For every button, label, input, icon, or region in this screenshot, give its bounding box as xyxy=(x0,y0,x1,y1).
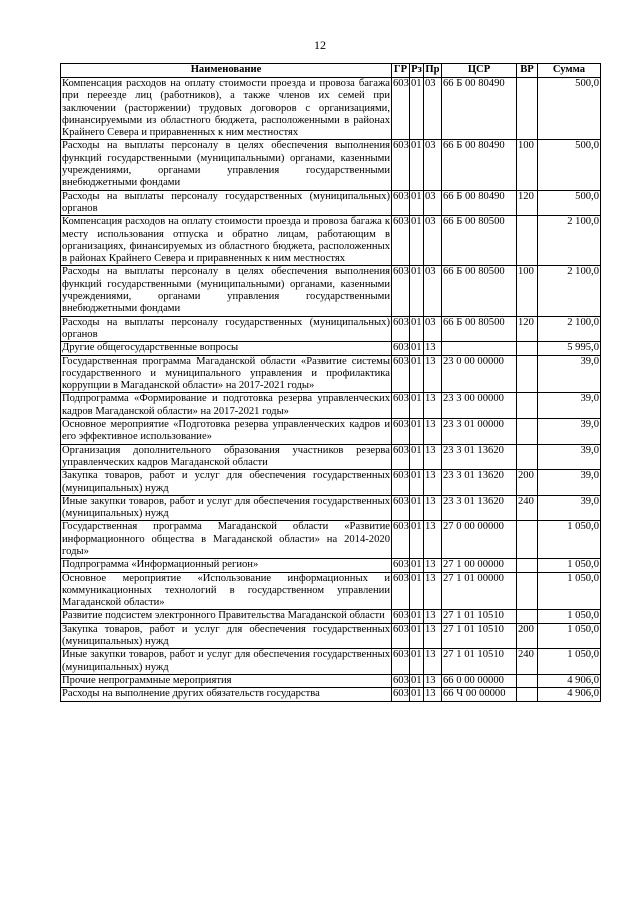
row-sum-cell: 1 050,0 xyxy=(538,572,601,610)
page-number: 12 xyxy=(314,38,326,52)
row-vr-cell: 200 xyxy=(517,470,538,496)
row-csr-cell: 23 0 00 00000 xyxy=(442,355,517,393)
table-row xyxy=(61,470,601,496)
row-rz-cell: 01 xyxy=(411,559,422,571)
row-rz-cell: 01 xyxy=(411,342,422,354)
row-pr-cell: 03 xyxy=(424,266,442,316)
table-body xyxy=(61,78,601,702)
row-gr-cell: 603 xyxy=(392,190,410,216)
row-csr-cell: 66 Ч 00 00000 xyxy=(442,688,517,701)
header-row xyxy=(61,64,601,78)
row-gr-cell: 603 xyxy=(393,674,409,686)
row-name-cell: Государственная программа Магаданской области «Развитие информационного общества в Магаданской области» на 2014-2020 годы» xyxy=(62,521,390,557)
row-pr-cell: 03 xyxy=(424,78,442,140)
row-pr-cell: 13 xyxy=(424,393,442,419)
row-gr-cell: 603 xyxy=(393,342,409,354)
row-name-cell: Закупка товаров, работ и услуг для обеспечения государственных (муниципальных) нужд xyxy=(62,623,390,648)
row-sum-cell: 39,0 xyxy=(538,419,601,445)
row-pr-cell: 13 xyxy=(424,649,442,675)
row-rz-cell: 01 xyxy=(410,521,424,559)
row-vr-cell: 120 xyxy=(517,190,538,216)
row-vr-cell xyxy=(517,521,538,559)
row-sum-cell: 500,0 xyxy=(538,190,601,216)
row-name-cell: Расходы на выплаты персоналу в целях обеспечения выполнения функций государственными (муниципальными) органами, казенными учреждениями, органами управления государственными внебюджетными фондами xyxy=(62,140,390,189)
row-sum-cell: 5 995,0 xyxy=(538,342,601,355)
table-row xyxy=(61,623,601,649)
row-pr-cell: 13 xyxy=(424,355,442,393)
row-pr-cell: 03 xyxy=(424,316,442,342)
row-vr-cell: 240 xyxy=(517,649,538,675)
row-name-cell: Компенсация расходов на оплату стоимости проезда и провоза багажа к месту использования отпуска и обратно лицам, работающим в организациях, финансируемых из областного бюджета, расположенных в районах Крайнего Севера и приравненных к ним местностях xyxy=(62,216,390,265)
row-gr-cell: 603 xyxy=(392,623,410,649)
row-rz-cell: 01 xyxy=(411,674,422,686)
row-csr-cell: 27 1 00 00000 xyxy=(442,559,517,572)
row-sum-cell: 39,0 xyxy=(538,470,601,496)
row-sum-cell: 39,0 xyxy=(538,355,601,393)
row-pr-cell: 13 xyxy=(424,572,442,610)
table-row xyxy=(61,342,601,355)
row-rz-cell: 01 xyxy=(410,623,424,649)
row-sum-cell: 39,0 xyxy=(538,495,601,521)
row-sum-cell: 39,0 xyxy=(538,393,601,419)
row-gr-cell: 603 xyxy=(392,78,410,140)
row-sum-cell: 4 906,0 xyxy=(538,688,601,701)
row-name-cell: Расходы на выплаты персоналу государственных (муниципальных) органов xyxy=(62,190,390,214)
row-name-cell: Закупка товаров, работ и услуг для обеспечения государственных (муниципальных) нужд xyxy=(62,470,390,494)
header-csr: ЦСР xyxy=(442,64,517,78)
row-pr-cell: 13 xyxy=(424,688,442,701)
table-row xyxy=(61,355,601,393)
row-vr-cell xyxy=(517,355,538,393)
row-pr-cell: 03 xyxy=(424,140,442,190)
row-rz-cell: 01 xyxy=(410,649,424,675)
row-sum-cell: 2 100,0 xyxy=(538,316,601,342)
header-rz: Рз xyxy=(410,64,424,78)
row-name-cell: Подпрограмма «Информационный регион» xyxy=(61,559,392,572)
row-sum-cell: 1 050,0 xyxy=(538,559,601,572)
row-rz-cell: 01 xyxy=(410,495,424,521)
row-rz-cell: 01 xyxy=(410,572,424,610)
row-sum-cell: 4 906,0 xyxy=(538,674,601,687)
row-name-cell: Другие общегосударственные вопросы xyxy=(61,342,392,355)
row-name-cell: Основное мероприятие «Подготовка резерва управленческих кадров и его эффективное использование» xyxy=(62,419,390,443)
row-gr-cell: 603 xyxy=(393,610,409,622)
row-vr-cell: 200 xyxy=(517,623,538,649)
row-name-cell: Иные закупки товаров, работ и услуг для обеспечения государственных (муниципальных) нужд xyxy=(62,495,390,520)
row-name-cell: Расходы на выполнение других обязательств государства xyxy=(61,688,392,701)
row-rz-cell: 01 xyxy=(410,355,424,393)
row-gr-cell: 603 xyxy=(392,419,410,445)
table-row xyxy=(61,216,601,266)
row-vr-cell: 100 xyxy=(517,266,538,316)
row-sum-cell: 1 050,0 xyxy=(538,610,601,623)
row-vr-cell xyxy=(517,559,538,572)
row-vr-cell xyxy=(517,610,538,623)
row-vr-cell xyxy=(517,342,538,355)
row-vr-cell xyxy=(517,393,538,419)
row-csr-cell: 27 1 01 10510 xyxy=(442,623,517,649)
row-vr-cell xyxy=(517,216,538,266)
row-csr-cell: 23 3 01 13620 xyxy=(442,444,517,470)
table-row xyxy=(61,419,601,445)
row-rz-cell: 01 xyxy=(410,419,424,445)
header-pr: Пр xyxy=(424,64,442,78)
row-csr-cell: 23 3 00 00000 xyxy=(442,393,517,419)
table-row xyxy=(61,610,601,623)
table-row xyxy=(61,444,601,470)
row-rz-cell: 01 xyxy=(410,393,424,419)
row-name-cell: Подпрограмма «Формирование и подготовка резерва управленческих кадров Магаданской области» на 2017-2021 годы» xyxy=(62,393,390,417)
row-gr-cell: 603 xyxy=(392,495,410,521)
row-name-cell: Государственная программа Магаданской области «Развитие системы государственного и муниципального управления и профилактика коррупции в Магаданской области» на 2017-2021 годы» xyxy=(62,355,390,392)
row-gr-cell: 603 xyxy=(392,393,410,419)
row-vr-cell: 100 xyxy=(517,140,538,190)
row-rz-cell: 01 xyxy=(410,78,424,140)
row-csr-cell: 23 3 01 13620 xyxy=(442,470,517,496)
table-row xyxy=(61,393,601,419)
row-rz-cell: 01 xyxy=(410,444,424,470)
row-name-cell: Прочие непрограммные мероприятия xyxy=(61,674,392,687)
row-gr-cell: 603 xyxy=(392,649,410,675)
table-row xyxy=(61,559,601,572)
row-rz-cell: 01 xyxy=(411,610,422,622)
row-rz-cell: 01 xyxy=(411,688,422,700)
row-name-cell: Компенсация расходов на оплату стоимости проезда и провоза багажа при переезде лиц (работников), а также членов их семей при заключении (расторжении) трудовых договоров с организациями, финансируемыми из областного бюджета, расположенными в районах Крайнего Севера и приравненных к ним местностях xyxy=(62,78,390,139)
table-row xyxy=(61,674,601,687)
row-vr-cell: 240 xyxy=(517,495,538,521)
row-pr-cell: 03 xyxy=(424,190,442,216)
row-name-cell: Развитие подсистем электронного Правительства Магаданской области xyxy=(61,610,392,623)
row-gr-cell: 603 xyxy=(392,316,410,342)
row-rz-cell: 01 xyxy=(410,470,424,496)
header-vr: ВР xyxy=(517,64,538,78)
row-vr-cell xyxy=(517,674,538,687)
row-csr-cell: 27 1 01 00000 xyxy=(442,572,517,610)
row-pr-cell: 13 xyxy=(424,521,442,559)
table-row xyxy=(61,521,601,559)
header-name: Наименование xyxy=(61,64,392,78)
row-vr-cell xyxy=(517,688,538,701)
row-pr-cell: 13 xyxy=(424,674,442,687)
row-rz-cell: 01 xyxy=(410,266,424,316)
row-pr-cell: 13 xyxy=(424,470,442,496)
row-gr-cell: 603 xyxy=(392,266,410,316)
row-csr-cell: 66 Б 00 80500 xyxy=(442,316,517,342)
row-csr-cell: 66 Б 00 80500 xyxy=(442,216,517,266)
table-row xyxy=(61,572,601,610)
row-pr-cell: 13 xyxy=(424,342,442,355)
row-gr-cell: 603 xyxy=(392,572,410,610)
row-pr-cell: 13 xyxy=(424,559,442,572)
budget-table xyxy=(60,63,601,702)
row-csr-cell: 23 3 01 13620 xyxy=(442,495,517,521)
row-gr-cell: 603 xyxy=(392,470,410,496)
row-sum-cell: 2 100,0 xyxy=(538,216,601,266)
row-gr-cell: 603 xyxy=(393,559,409,571)
row-csr-cell: 27 0 00 00000 xyxy=(442,521,517,559)
row-name-cell: Расходы на выплаты персоналу в целях обеспечения выполнения функций государственными (муниципальными) органами, казенными учреждениями, органами управления государственными внебюджетными фондами xyxy=(62,266,390,315)
row-gr-cell: 603 xyxy=(392,140,410,190)
row-csr-cell: 66 Б 00 80490 xyxy=(442,190,517,216)
table-row xyxy=(61,78,601,140)
row-sum-cell: 500,0 xyxy=(538,140,601,190)
row-sum-cell: 1 050,0 xyxy=(538,521,601,559)
row-pr-cell: 13 xyxy=(424,419,442,445)
row-vr-cell xyxy=(517,78,538,140)
row-pr-cell: 13 xyxy=(424,444,442,470)
row-sum-cell: 1 050,0 xyxy=(538,649,601,675)
row-name-cell: Организация дополнительного образования участников резерва управленческих кадров Магаданской области xyxy=(62,444,390,468)
row-gr-cell: 603 xyxy=(392,355,410,393)
row-vr-cell: 120 xyxy=(517,316,538,342)
table-row xyxy=(61,495,601,521)
row-sum-cell: 39,0 xyxy=(538,444,601,470)
header-sum: Сумма xyxy=(538,64,601,78)
row-csr-cell: 66 Б 00 80500 xyxy=(442,266,517,316)
row-vr-cell xyxy=(517,419,538,445)
row-csr-cell: 27 1 01 10510 xyxy=(442,649,517,675)
row-rz-cell: 01 xyxy=(410,140,424,190)
row-csr-cell: 66 Б 00 80490 xyxy=(442,78,517,140)
row-pr-cell: 13 xyxy=(424,495,442,521)
row-gr-cell: 603 xyxy=(392,521,410,559)
row-csr-cell: 23 3 01 00000 xyxy=(442,419,517,445)
row-name-cell: Расходы на выплаты персоналу государственных (муниципальных) органов xyxy=(62,316,390,340)
row-name-cell: Иные закупки товаров, работ и услуг для обеспечения государственных (муниципальных) нужд xyxy=(62,649,390,673)
row-csr-cell: 27 1 01 10510 xyxy=(442,610,517,623)
row-csr-cell xyxy=(442,342,517,355)
row-rz-cell: 01 xyxy=(410,190,424,216)
table-row xyxy=(61,316,601,342)
row-sum-cell: 2 100,0 xyxy=(538,266,601,316)
table-row xyxy=(61,266,601,316)
table-row xyxy=(61,140,601,190)
row-pr-cell: 13 xyxy=(424,623,442,649)
row-csr-cell: 66 0 00 00000 xyxy=(442,674,517,687)
row-sum-cell: 500,0 xyxy=(538,78,601,140)
table-row xyxy=(61,688,601,701)
row-gr-cell: 603 xyxy=(392,216,410,266)
row-csr-cell: 66 Б 00 80490 xyxy=(442,140,517,190)
row-pr-cell: 13 xyxy=(424,610,442,623)
table-row xyxy=(61,649,601,675)
row-gr-cell: 603 xyxy=(392,444,410,470)
row-rz-cell: 01 xyxy=(410,316,424,342)
row-sum-cell: 1 050,0 xyxy=(538,623,601,649)
table-row xyxy=(61,190,601,216)
row-gr-cell: 603 xyxy=(393,688,409,700)
row-rz-cell: 01 xyxy=(410,216,424,266)
row-vr-cell xyxy=(517,572,538,610)
row-pr-cell: 03 xyxy=(424,216,442,266)
row-name-cell: Основное мероприятие «Использование информационных и коммуникационных технологий в государственном управлении Магаданской области» xyxy=(62,572,390,609)
header-gr: ГР xyxy=(392,64,410,78)
row-vr-cell xyxy=(517,444,538,470)
